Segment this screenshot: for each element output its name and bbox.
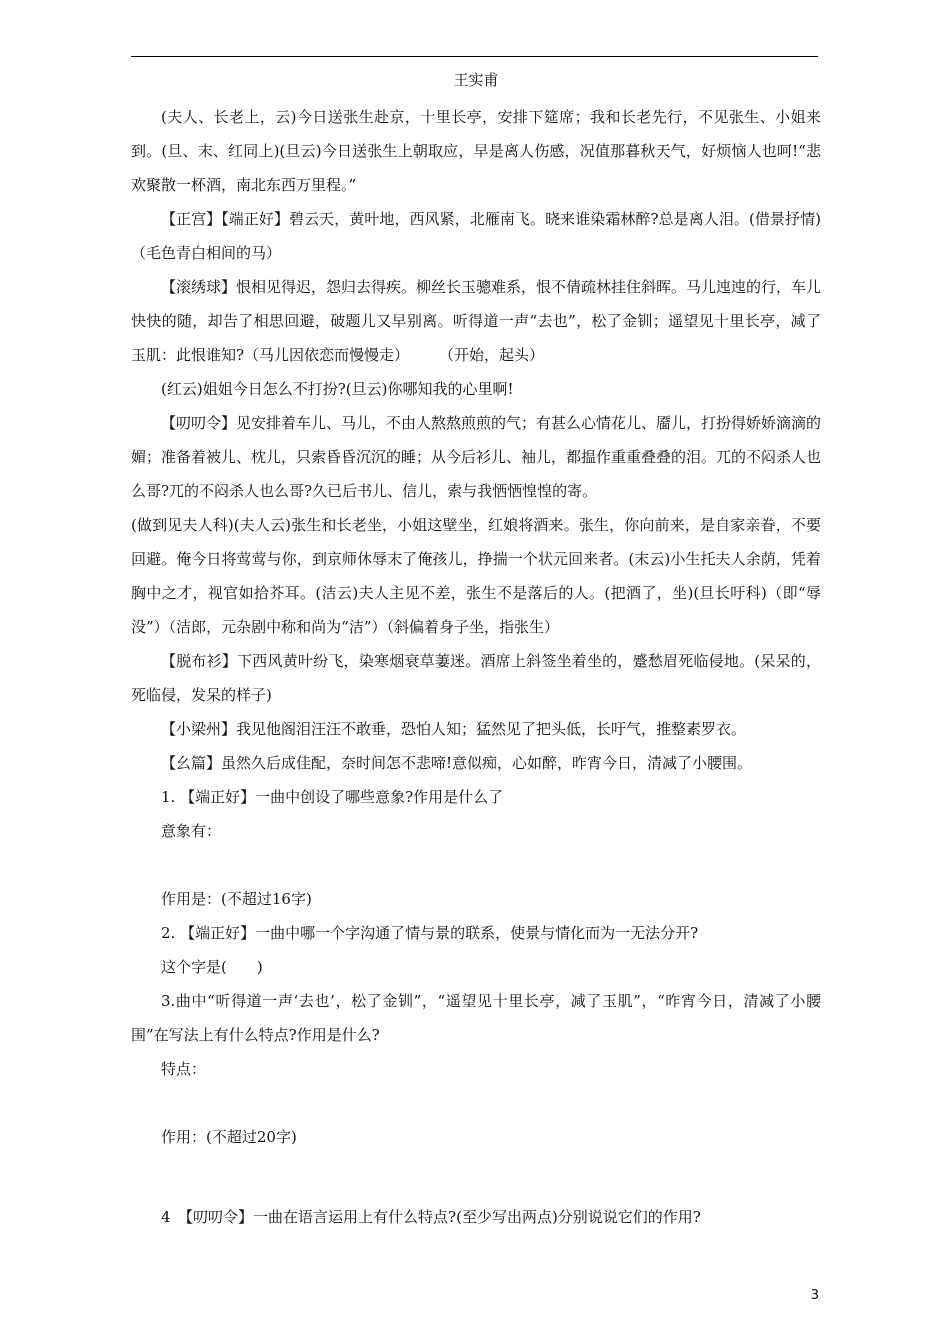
paragraph-duanzhenghao: 【正宫】【端正好】碧云天，黄叶地，西风紧，北雁南飞。晓来谁染霜林醉?总是离人泪。(借景抒情) （毛色青白相间的马） xyxy=(131,210,882,262)
question-1: 1. 【端正好】一曲中创设了哪些意象?作用是什么了 xyxy=(161,788,504,806)
question-2: 2. 【端正好】一曲中哪一个字沟通了情与景的联系，使景与情化而为一无法分开? xyxy=(161,924,699,942)
question-3-effect-label: 作用：(不超过20字) xyxy=(161,1128,297,1146)
header-rule xyxy=(131,56,818,57)
document-body xyxy=(131,68,882,1234)
paragraph-daodaoling: 【叨叨令】见安排着车儿、马儿，不由人熬熬煎煎的气；有甚么心情花儿、靥儿，打扮得娇娇滴滴的媚；准备着被儿、枕儿，只索昏昏沉沉的睡；从今后衫儿、袖儿，都揾作重重叠叠的泪。兀的不闷杀人也么哥?兀的不闷杀人也么哥?久已后书儿、信儿，索与我恓恓惶惶的寄。 xyxy=(131,414,822,500)
question-2-answer-label: 这个字是( ) xyxy=(161,958,263,976)
question-3: 3.曲中“听得道一声‘去也’，松了金钏”，“遥望见十里长亭，减了玉肌”，“昨宵今日，清减了小腰围”在写法上有什么特点?作用是什么? xyxy=(131,992,821,1044)
page-number: 3 xyxy=(810,1288,819,1303)
question-3-feature-label: 特点： xyxy=(161,1060,207,1078)
answer-space xyxy=(131,848,821,882)
answer-space xyxy=(131,1154,821,1200)
paragraph-intro: (夫人、长老上，云)今日送张生赴京，十里长亭，安排下筵席；我和长老先行，不见张生、小姐来到。(旦、末、红同上)(旦云)今日送张生上朝取应，早是离人伤感，况值那暮秋天气，好烦恼人也呵!“悲欢聚散一杯酒，南北东西万里程。” xyxy=(131,108,821,194)
paragraph-gunxiuqiu: 【滚绣球】恨相见得迟，怨归去得疾。柳丝长玉骢难系，恨不倩疏林挂住斜晖。马儿迍迍的行，车儿快快的随，却告了相思回避，破题儿又早别离。听得道一声“去也”，松了金钏；遥望见十里长亭，减了玉肌：此恨谁知?（马儿因依恋而慢慢走） （开始，起头） xyxy=(131,278,822,364)
question-1-effect-label: 作用是：(不超过16字) xyxy=(161,890,312,908)
question-4: 4 【叨叨令】一曲在语言运用上有什么特点?(至少写出两点)分别说说它们的作用? xyxy=(161,1208,701,1226)
paragraph-xiaoliangzhou: 【小梁州】我见他阁泪汪汪不敢垂，恐怕人知；猛然见了把头低，长吁气，推整素罗衣。 xyxy=(161,720,747,738)
paragraph-tuobushan: 【脱布衫】下西风黄叶纷飞，染寒烟衰草萋迷。酒席上斜签坐着坐的，蹙愁眉死临侵地。(呆呆的，死临侵，发呆的样子) xyxy=(131,652,821,704)
author-title: 王实甫 xyxy=(453,71,499,89)
answer-space xyxy=(131,1086,821,1120)
paragraph-yaopian: 【幺篇】虽然久后成佳配，奈时间怎不悲啼!意似痴，心如醉，昨宵今日，清减了小腰围。 xyxy=(161,754,753,772)
paragraph-hongyun: (红云)姐姐今日怎么不打扮?(旦云)你哪知我的心里啊! xyxy=(161,380,514,398)
paragraph-zuodao: (做到见夫人科)(夫人云)张生和长老坐，小姐这壁坐，红娘将酒来。张生，你向前来，是自家亲眷，不要回避。俺今日将莺莺与你，到京师休辱末了俺孩儿，挣揣一个状元回来者。(末云)小生托夫人余荫，凭着胸中之才，视官如拾芥耳。(洁云)夫人主见不差，张生不是落后的人。(把酒了，坐)(旦长吁科)（即“辱没”）（洁郎，元杂剧中称和尚为“洁”）（斜偏着身子坐，指张生） xyxy=(131,516,821,636)
question-1-imagery-label: 意象有： xyxy=(161,822,222,840)
